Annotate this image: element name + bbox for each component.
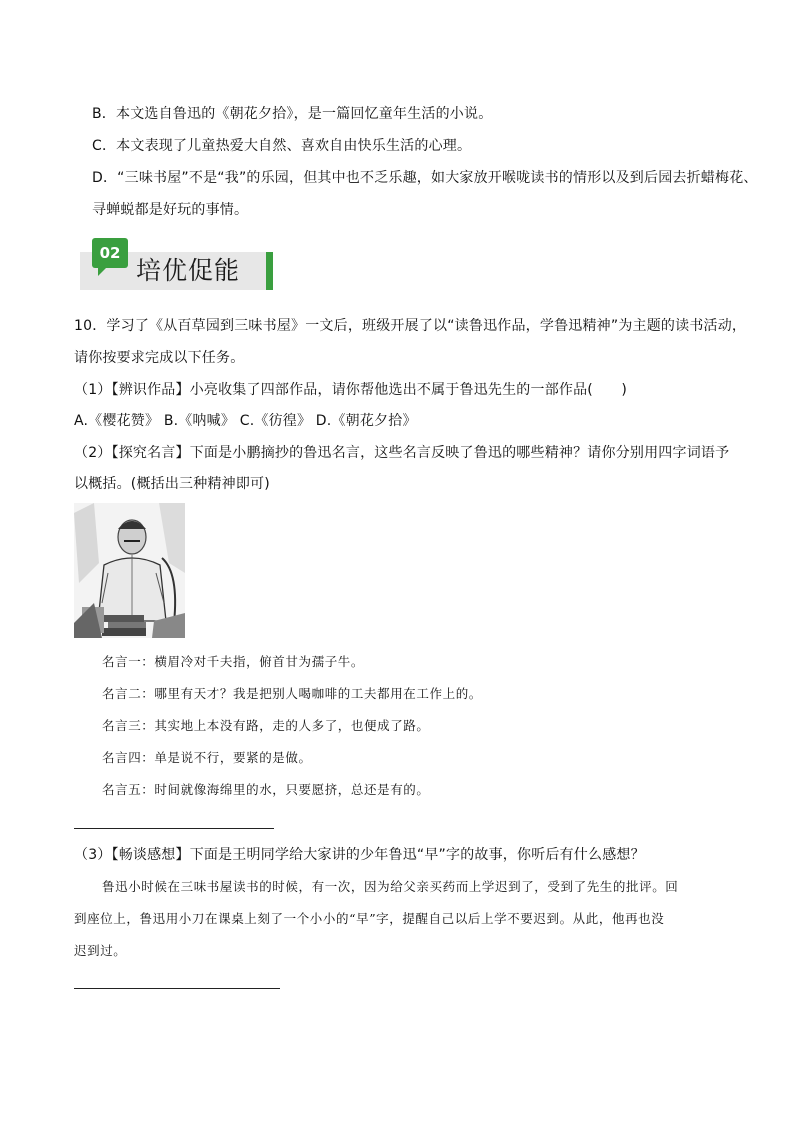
part1-choices: A.《樱花赞》 B.《呐喊》 C.《彷徨》 D.《朝花夕拾》 — [74, 413, 417, 429]
part3-answer-line[interactable] — [74, 988, 280, 989]
option-c: C．本文表现了儿童热爱大自然、喜欢自由快乐生活的心理。 — [92, 138, 472, 154]
question-10-stem-line2: 请你按要求完成以下任务。 — [74, 350, 245, 366]
quote-1: 名言一：横眉冷对千夫指，俯首甘为孺子牛。 — [102, 654, 365, 669]
option-d-line1: D．“三味书屋”不是“我”的乐园，但其中也不乏乐趣，如大家放开喉咙读书的情形以及到后园去折蜡梅花、 — [92, 170, 758, 186]
portrait-sketch-icon — [74, 503, 185, 638]
quote-4: 名言四：单是说不行，要紧的是做。 — [102, 750, 312, 765]
option-d-line2: 寻蝉蜕都是好玩的事情。 — [92, 202, 249, 218]
section-title: 培优促能 — [136, 256, 241, 285]
quote-2: 名言二：哪里有天才？我是把别人喝咖啡的工夫都用在工作上的。 — [102, 686, 482, 701]
lu-xun-portrait-image — [74, 503, 185, 638]
part1-prompt: （1）【辨识作品】小亮收集了四部作品，请你帮他选出不属于鲁迅先生的一部作品( ) — [74, 382, 628, 398]
part2-prompt-line2: 以概括。(概括出三种精神即可) — [74, 476, 270, 492]
part3-story-line3: 迟到过。 — [74, 943, 127, 958]
quote-3: 名言三：其实地上本没有路，走的人多了，也便成了路。 — [102, 718, 430, 733]
part2-answer-line[interactable] — [74, 828, 274, 829]
option-b: B．本文选自鲁迅的《朝花夕拾》，是一篇回忆童年生活的小说。 — [92, 106, 493, 122]
question-10-stem-line1: 10．学习了《从百草园到三味书屋》一文后，班级开展了以“读鲁迅作品，学鲁迅精神”为主题的读书活动， — [74, 318, 747, 334]
section-banner — [80, 236, 276, 292]
banner-accent-bar — [266, 252, 273, 290]
part3-prompt: （3）【畅谈感想】下面是王明同学给大家讲的少年鲁迅“早”字的故事，你听后有什么感想？ — [74, 847, 645, 863]
part3-story-line2: 到座位上，鲁迅用小刀在课桌上刻了一个小小的“早”字，提醒自己以后上学不要迟到。从此，他再也没 — [74, 911, 665, 926]
part2-prompt-line1: （2）【探究名言】下面是小鹏摘抄的鲁迅名言，这些名言反映了鲁迅的哪些精神？请你分别用四字词语予 — [74, 445, 730, 461]
section-number-badge: 02 — [92, 238, 128, 268]
quote-5: 名言五：时间就像海绵里的水，只要愿挤，总还是有的。 — [102, 782, 430, 797]
part3-story-line1: 鲁迅小时候在三味书屋读书的时候，有一次，因为给父亲买药而上学迟到了，受到了先生的批评。回 — [102, 879, 679, 894]
speech-bubble-tail-icon — [98, 268, 106, 276]
